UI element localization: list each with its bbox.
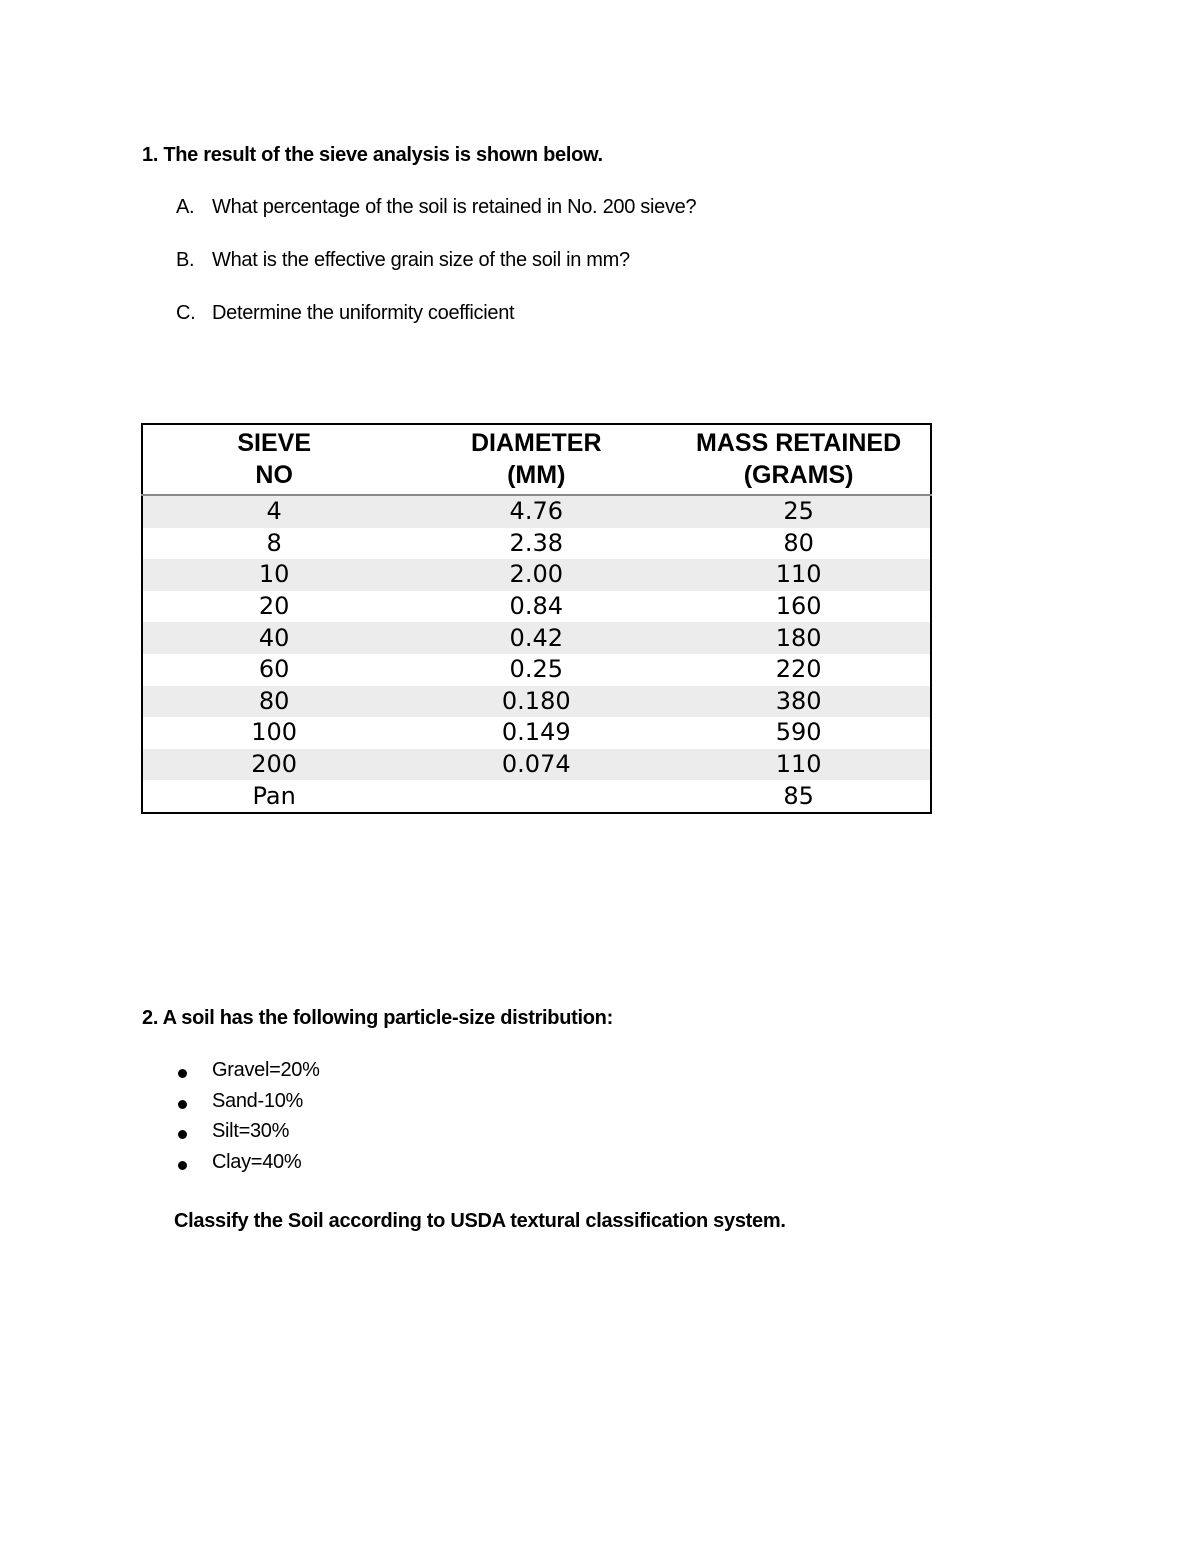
cell-sieve-no: 40 <box>142 622 405 654</box>
cell-sieve-no: 4 <box>142 495 405 528</box>
subquestion-text: What is the effective grain size of the soil in mm? <box>212 249 630 271</box>
table-row <box>142 780 931 813</box>
cell-sieve-no: 80 <box>142 686 405 718</box>
cell-sieve-no: 100 <box>142 717 405 749</box>
subquestion-text: What percentage of the soil is retained in No. 200 sieve? <box>212 196 697 218</box>
cell-diameter: 0.84 <box>405 591 667 623</box>
header-mass-retained: MASS RETAINED (GRAMS) <box>667 424 931 495</box>
cell-mass-retained: 180 <box>667 622 931 654</box>
header-sieve-no: SIEVE NO <box>142 424 405 495</box>
subquestion-letter: B. <box>176 249 195 271</box>
bullet-icon <box>178 1130 187 1139</box>
cell-sieve-no: 20 <box>142 591 405 623</box>
cell-diameter: 2.00 <box>405 559 667 591</box>
bullet-text: Sand-10% <box>212 1089 303 1112</box>
subquestion-letter: A. <box>176 196 195 218</box>
table-row <box>142 686 931 718</box>
bullet-text: Gravel=20% <box>212 1059 320 1081</box>
table-row <box>142 528 931 560</box>
table-row <box>142 749 931 781</box>
cell-mass-retained: 25 <box>667 495 931 528</box>
cell-sieve-no: 60 <box>142 654 405 686</box>
question-2-instruction: Classify the Soil according to USDA textural classification system. <box>174 1210 786 1232</box>
cell-mass-retained: 80 <box>667 528 931 560</box>
cell-mass-retained: 110 <box>667 749 931 781</box>
cell-diameter: 0.180 <box>405 686 667 718</box>
cell-mass-retained: 160 <box>667 591 931 623</box>
cell-diameter: 0.25 <box>405 654 667 686</box>
table-header-row <box>142 424 931 495</box>
cell-mass-retained: 85 <box>667 780 931 813</box>
cell-mass-retained: 220 <box>667 654 931 686</box>
bullet-icon <box>178 1161 187 1170</box>
cell-diameter: 4.76 <box>405 495 667 528</box>
question-2-title: 2. A soil has the following particle-size distribution: <box>142 1007 613 1029</box>
table-row <box>142 559 931 591</box>
cell-mass-retained: 590 <box>667 717 931 749</box>
bullet-icon <box>178 1100 187 1109</box>
question-1-title: 1. The result of the sieve analysis is shown below. <box>142 144 603 166</box>
cell-mass-retained: 380 <box>667 686 931 718</box>
table-row <box>142 717 931 749</box>
subquestion-text: Determine the uniformity coefficient <box>212 302 515 324</box>
cell-diameter: 2.38 <box>405 528 667 560</box>
bullet-text: Silt=30% <box>212 1120 290 1142</box>
table-row <box>142 495 931 528</box>
cell-sieve-no: 8 <box>142 528 405 560</box>
cell-diameter: 0.074 <box>405 749 667 781</box>
bullet-text: Clay=40% <box>212 1150 302 1173</box>
cell-diameter <box>405 780 667 813</box>
cell-diameter: 0.149 <box>405 717 667 749</box>
cell-diameter: 0.42 <box>405 622 667 654</box>
cell-sieve-no: Pan <box>142 780 405 813</box>
subquestion-letter: C. <box>176 302 196 324</box>
bullet-icon <box>178 1069 187 1078</box>
cell-sieve-no: 200 <box>142 749 405 781</box>
table-row <box>142 654 931 686</box>
table-row <box>142 591 931 623</box>
cell-mass-retained: 110 <box>667 559 931 591</box>
cell-sieve-no: 10 <box>142 559 405 591</box>
table-row <box>142 622 931 654</box>
header-diameter: DIAMETER (MM) <box>405 424 667 495</box>
sieve-analysis-table <box>141 423 932 814</box>
